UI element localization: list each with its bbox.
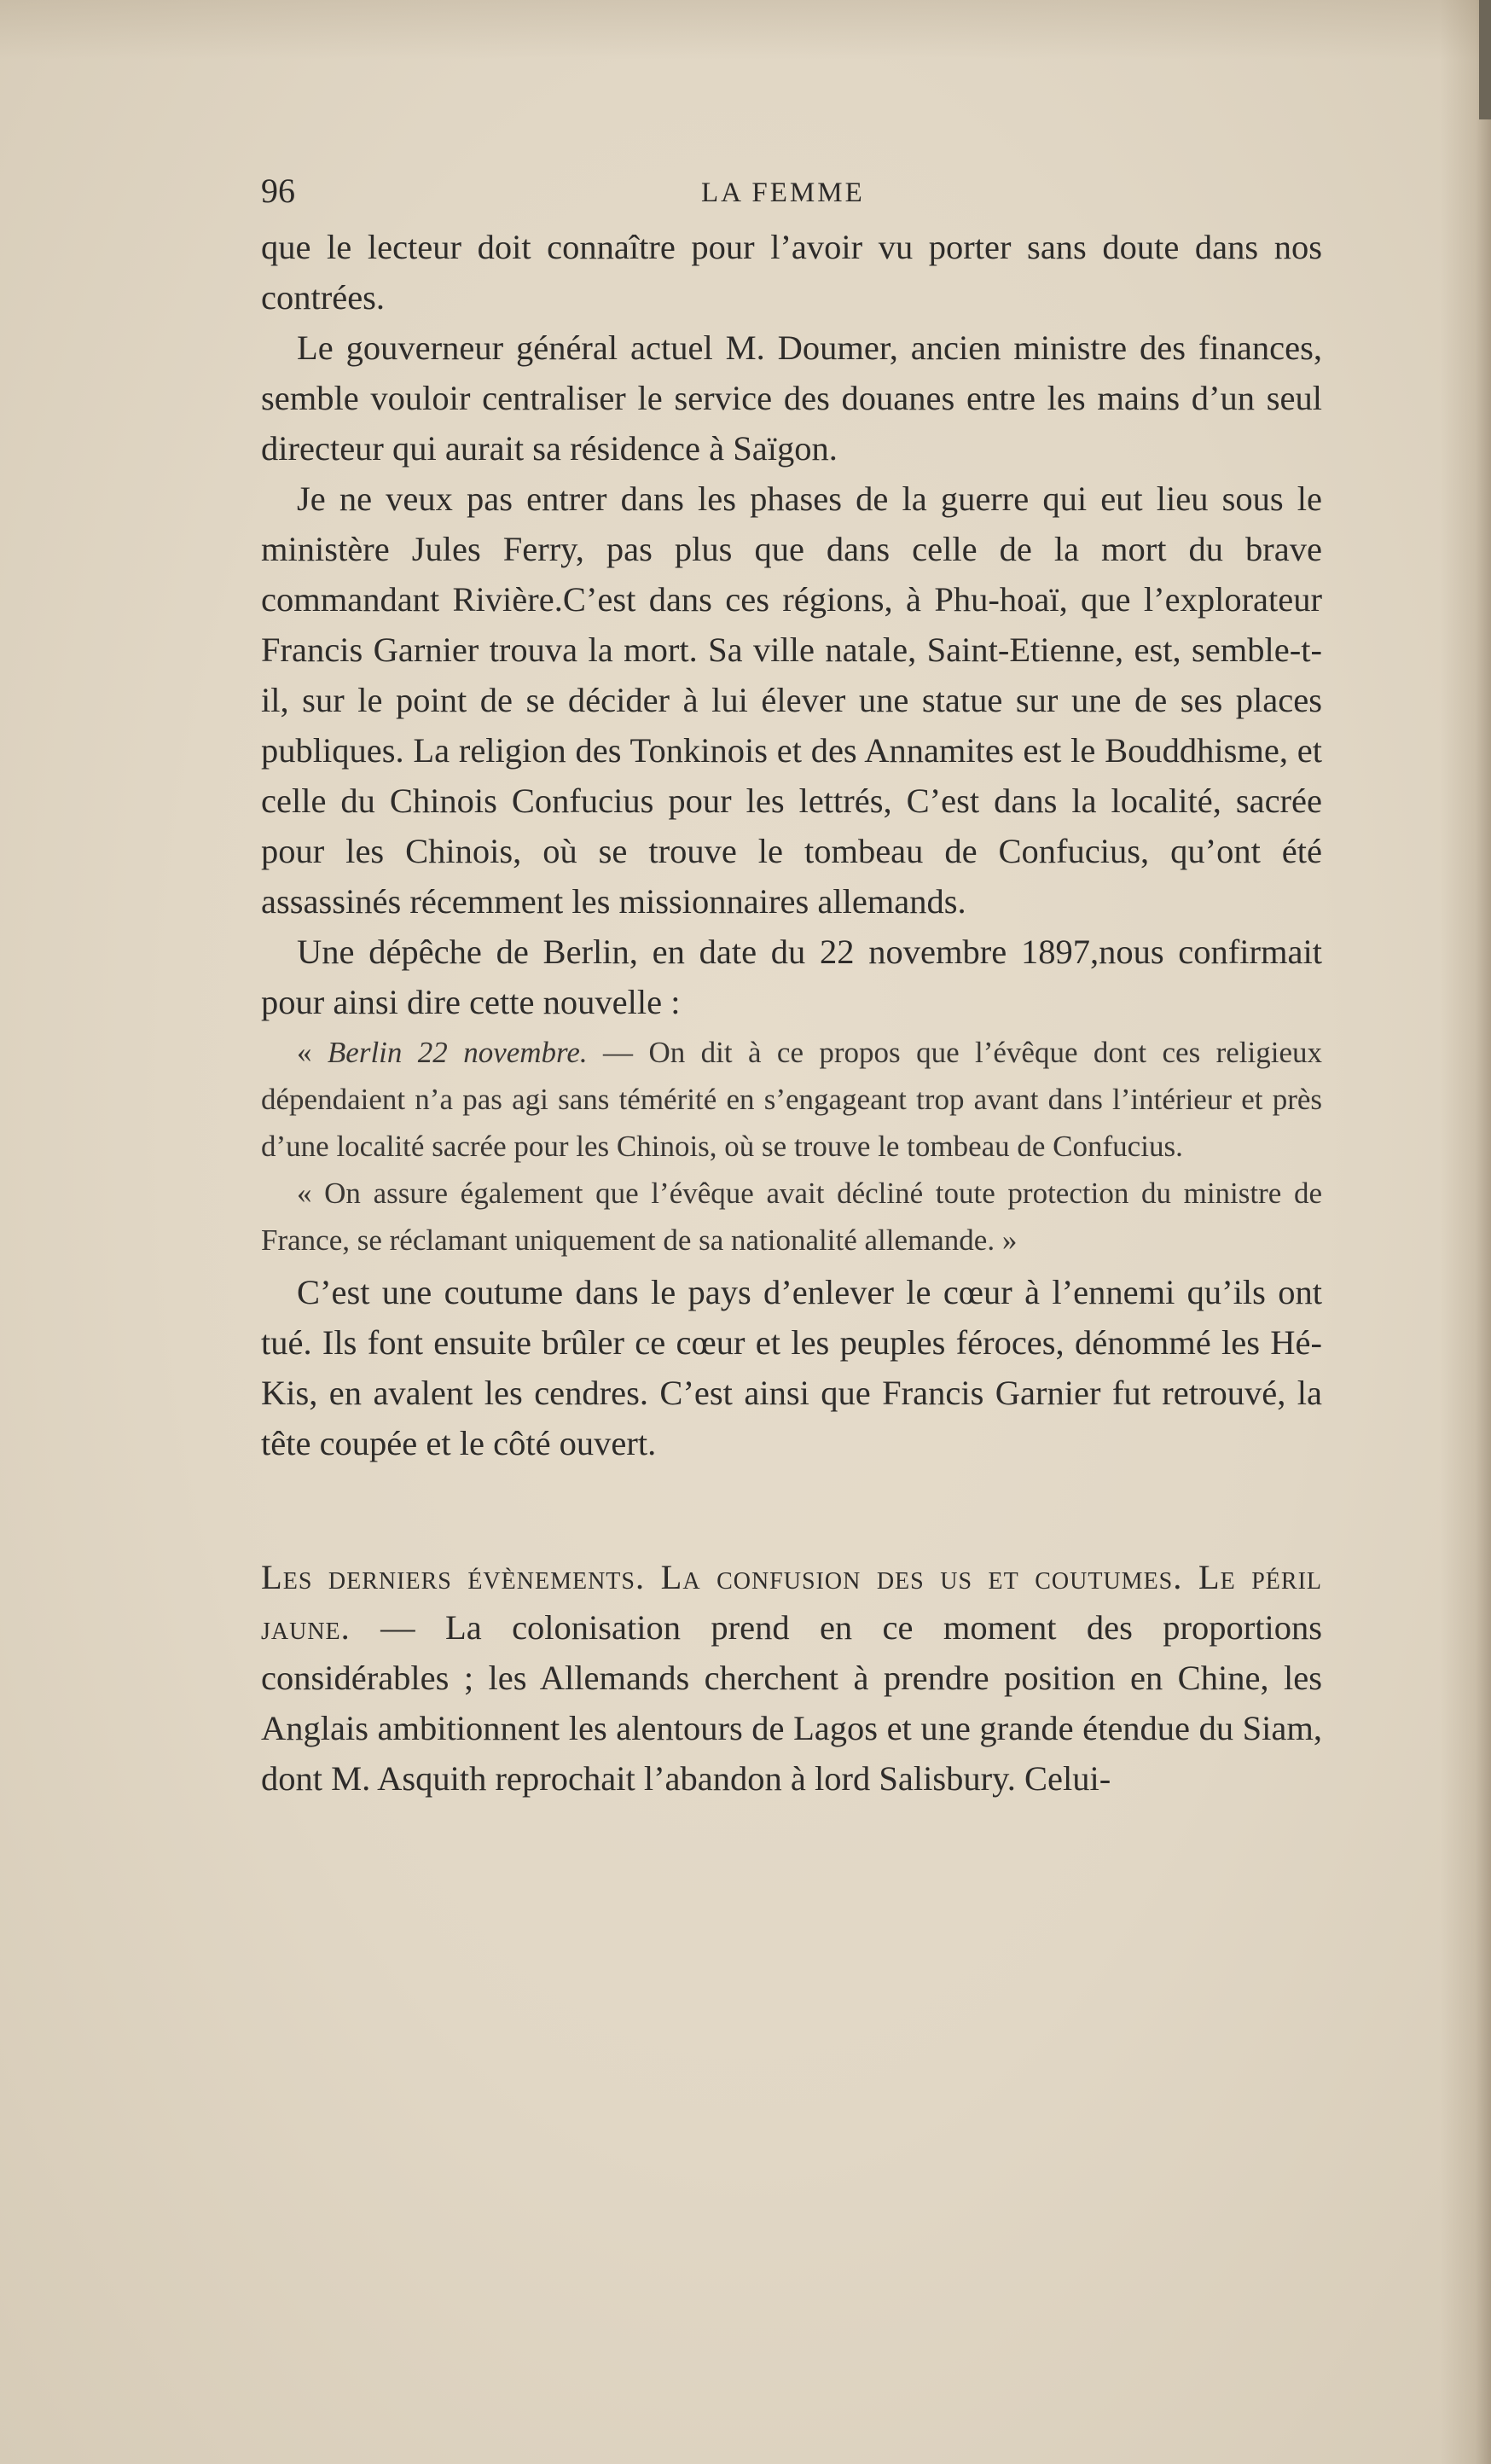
section-gap: [261, 1468, 1322, 1552]
body-text: [261, 222, 1322, 1804]
paragraph-5: C’est une coutume dans le pays d’enlever le cœur à l’ennemi qu’ils ont tué. Ils font ensuite brûler ce cœur et les peuples féroces, dénommé les Hé-Kis, en avalent les cendres. C’est ainsi que Francis Garnier fut retrouvé, la tête coupée et le côté ouvert.: [261, 1273, 1322, 1462]
paragraph-2: Le gouverneur général actuel M. Doumer, ancien ministre des finances, semble vouloir centraliser le service des douanes entre les mains d’un seul directeur qui aurait sa résidence à Saïgon.: [261, 328, 1322, 468]
quote-paragraph-2: « On assure également que l’évêque avait décliné toute protection du ministre de France, se réclamant uniquement de sa nationalité allemande. »: [261, 1177, 1322, 1257]
page-number: 96: [261, 171, 295, 210]
section-title: Les derniers évènements. La confusion des us et coutumes. Le péril jaune.: [261, 1558, 1322, 1647]
running-head: LA FEMME: [701, 177, 865, 208]
binding-edge: [1479, 0, 1491, 119]
quote-body: — On dit à ce propos que l’évêque dont ces religieux dépendaient n’a pas agi sans témérité en s’engageant trop avant dans l’intérieur et près d’une localité sacrée pour les Chinois, où se trouve le tombeau de Confucius.: [261, 1036, 1323, 1163]
paragraph-4: Une dépêche de Berlin, en date du 22 novembre 1897,nous confirmait pour ainsi dire cette nouvelle :: [261, 933, 1322, 1021]
quoted-dispatch: [261, 1029, 1322, 1264]
section-text: — La colonisation prend en ce moment des proportions considérables ; les Allemands cherchent à prendre position en Chine, les Anglais ambitionnent les alentours de Lagos et une grande étendue du Siam, dont M. Asquith reprochait l’abandon à lord Salisbury. Celui-: [261, 1608, 1322, 1798]
quote-paragraph-1: [261, 1029, 1322, 1170]
page-top-shadow: [0, 0, 1491, 60]
section-paragraph: [261, 1552, 1322, 1804]
quote-open-mark: «: [297, 1036, 328, 1069]
quote-dateline: Berlin 22 novembre.: [327, 1036, 588, 1069]
page-right-shadow: [1440, 0, 1491, 2464]
paragraph-3: Je ne veux pas entrer dans les phases de la guerre qui eut lieu sous le ministère Jules Ferry, pas plus que dans celle de la mort du brave commandant Rivière.C’est dans ces régions, à Phu-hoaï, que l’explorateur Francis Garnier trouva la mort. Sa ville natale, Saint-Etienne, est, semble-t-il, sur le point de se décider à lui élever une statue sur une de ses places publiques. La religion des Tonkinois et des Annamites est le Bouddhisme, et celle du Chinois Confucius pour les lettrés, C’est dans la localité, sacrée pour les Chinois, où se trouve le tombeau de Confucius, qu’ont été assassinés récemment les missionnaires allemands.: [261, 479, 1322, 921]
page-header: [261, 167, 1322, 215]
paragraph-1: que le lecteur doit connaître pour l’avoir vu porter sans doute dans nos contrées.: [261, 228, 1322, 317]
